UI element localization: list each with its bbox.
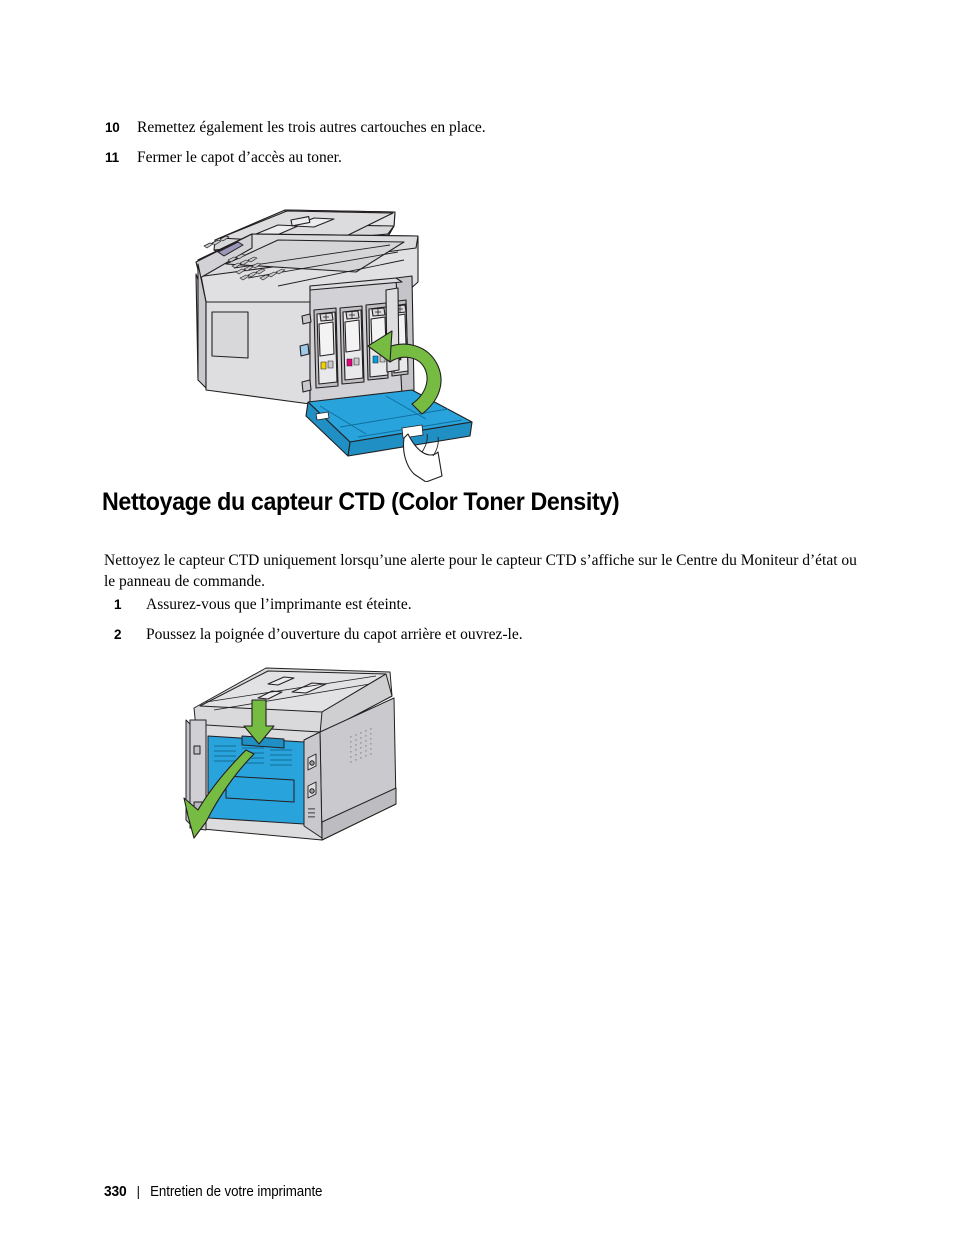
step-number: 2 bbox=[114, 627, 122, 643]
figure-printer-closing-toner-access-cover bbox=[190, 190, 490, 482]
list-item bbox=[105, 118, 885, 137]
list-item bbox=[105, 595, 885, 614]
footer-page-number: 330 bbox=[104, 1183, 127, 1200]
footer-chapter-title: Entretien de votre imprimante bbox=[150, 1184, 323, 1200]
bottom-step-list bbox=[105, 595, 885, 656]
step-number: 11 bbox=[105, 150, 119, 166]
figure-printer-opening-rear-cover bbox=[180, 662, 430, 862]
footer-separator: | bbox=[136, 1183, 140, 1199]
intro-paragraph: Nettoyez le capteur CTD uniquement lorsqu’une alerte pour le capteur CTD s’affiche sur le Centre du Moniteur d’état ou le panneau de commande. bbox=[104, 552, 857, 590]
step-text: Remettez également les trois autres cartouches en place. bbox=[137, 119, 486, 136]
printer-front-illustration bbox=[190, 190, 490, 482]
step-text: Fermer le capot d’accès au toner. bbox=[137, 149, 342, 167]
page-title: Nettoyage du capteur CTD (Color Toner Density) bbox=[102, 488, 620, 516]
page-footer bbox=[104, 1183, 322, 1200]
step-number: 1 bbox=[114, 597, 122, 612]
list-item bbox=[105, 148, 885, 167]
top-step-list bbox=[105, 118, 885, 179]
step-text: Assurez-vous que l’imprimante est éteinte. bbox=[146, 596, 412, 613]
step-number: 10 bbox=[105, 120, 120, 135]
step-text: Poussez la poignée d’ouverture du capot arrière et ouvrez-le. bbox=[146, 626, 523, 644]
list-item bbox=[105, 625, 885, 644]
printer-rear-illustration bbox=[180, 662, 430, 862]
